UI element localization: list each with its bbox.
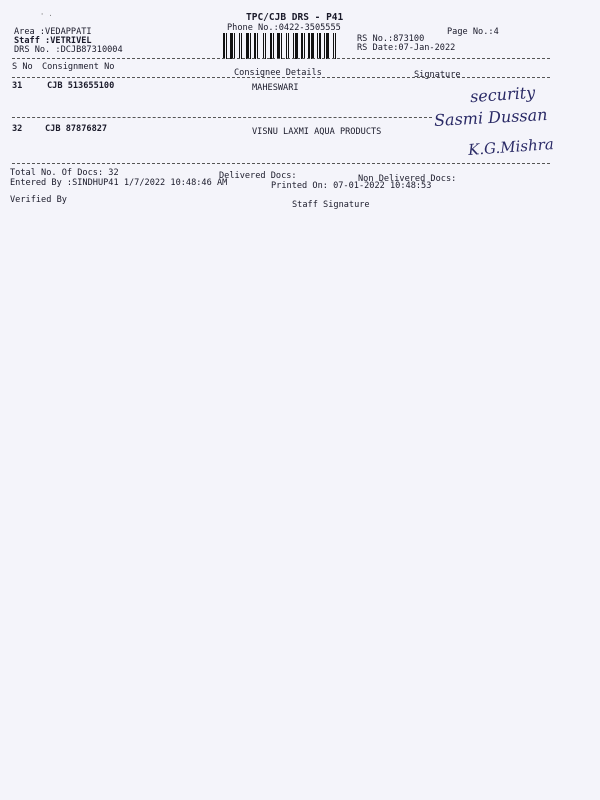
barcode-bar bbox=[286, 33, 287, 59]
barcode-bar bbox=[317, 33, 318, 59]
column-s-no: S No bbox=[12, 62, 33, 72]
barcode-bar bbox=[241, 33, 242, 59]
row-32-consignment: CJB 87876827 bbox=[45, 124, 108, 134]
scan-speck: ' · bbox=[40, 12, 53, 20]
barcode-bar bbox=[319, 33, 321, 59]
barcode-bar bbox=[330, 33, 332, 59]
barcode-bar bbox=[311, 33, 314, 59]
barcode-bar bbox=[295, 33, 298, 59]
barcode-bar bbox=[275, 33, 276, 59]
extra-signature: K.G.Mishra bbox=[467, 135, 555, 159]
column-consignment-no: Consignment No bbox=[42, 62, 115, 72]
divider-header bbox=[12, 77, 550, 78]
barcode-bar bbox=[283, 33, 285, 59]
row-32-signature: Sasmi Dussan bbox=[433, 105, 548, 130]
barcode-bar bbox=[288, 33, 289, 59]
barcode-bar bbox=[236, 33, 238, 59]
column-signature: Signature bbox=[414, 70, 461, 80]
barcode-bar bbox=[252, 33, 253, 59]
staff-label: Staff :VETRIVEL bbox=[14, 36, 92, 46]
barcode-bar bbox=[228, 33, 229, 59]
barcode-bar bbox=[250, 33, 251, 59]
barcode-bar bbox=[301, 33, 303, 59]
row-32-consignee: VISNU LAXMI AQUA PRODUCTS bbox=[252, 127, 382, 137]
total-docs: Total No. Of Docs: 32 bbox=[10, 168, 119, 178]
barcode-bar bbox=[306, 33, 307, 59]
barcode-bar bbox=[322, 33, 323, 59]
row-31-consignment: CJB 513655100 bbox=[47, 81, 115, 91]
barcode-bar bbox=[263, 33, 264, 59]
divider-bottom bbox=[12, 163, 550, 164]
barcode-bar bbox=[273, 33, 274, 59]
divider-row-31 bbox=[12, 117, 432, 118]
row-31-signature: security bbox=[469, 82, 536, 107]
barcode-bar bbox=[308, 33, 310, 59]
staff-signature: Staff Signature bbox=[292, 200, 370, 210]
entered-by: Entered By :SINDHUP41 1/7/2022 10:48:46 AM bbox=[10, 178, 228, 188]
row-32-s-no: 32 bbox=[12, 124, 23, 134]
drs-number: DRS No. :DCJB87310004 bbox=[14, 45, 123, 55]
row-31-s-no: 31 bbox=[12, 81, 23, 91]
barcode-bar bbox=[326, 33, 329, 59]
barcode-bar bbox=[293, 33, 294, 59]
barcode-bar bbox=[243, 33, 245, 59]
barcode-bar bbox=[246, 33, 249, 59]
rs-number: RS No.:873100 bbox=[357, 34, 425, 44]
column-consignee-details: Consignee Details bbox=[234, 68, 322, 78]
barcode-bar bbox=[254, 33, 256, 59]
barcode-bar bbox=[226, 33, 227, 59]
row-31-consignee: MAHESWARI bbox=[252, 83, 299, 93]
rs-date: RS Date:07-Jan-2022 bbox=[357, 43, 456, 53]
divider-top bbox=[12, 58, 550, 59]
barcode bbox=[223, 33, 345, 59]
phone-number: Phone No.:0422-3505555 bbox=[227, 23, 341, 33]
printed-on: Printed On: 07-01-2022 10:48:53 bbox=[271, 181, 432, 191]
barcode-bar bbox=[277, 33, 280, 59]
barcode-bar bbox=[304, 33, 305, 59]
barcode-bar bbox=[333, 33, 334, 59]
barcode-bar bbox=[315, 33, 316, 59]
barcode-bar bbox=[265, 33, 266, 59]
barcode-bar bbox=[299, 33, 300, 59]
non-delivered-docs: Non Delivered Docs: bbox=[358, 174, 457, 184]
area-label: Area :VEDAPPATI bbox=[14, 27, 92, 37]
barcode-bar bbox=[234, 33, 235, 59]
verified-by: Verified By bbox=[10, 195, 67, 205]
barcode-bar bbox=[337, 33, 339, 59]
delivered-docs: Delivered Docs: bbox=[219, 171, 297, 181]
barcode-bar bbox=[257, 33, 258, 59]
barcode-bar bbox=[259, 33, 262, 59]
barcode-bar bbox=[290, 33, 292, 59]
barcode-bar bbox=[239, 33, 240, 59]
barcode-bar bbox=[267, 33, 269, 59]
barcode-bar bbox=[281, 33, 282, 59]
barcode-bar bbox=[230, 33, 233, 59]
barcode-bar bbox=[270, 33, 272, 59]
document-title: TPC/CJB DRS - P41 bbox=[246, 12, 344, 23]
barcode-bar bbox=[324, 33, 325, 59]
barcode-bar bbox=[223, 33, 225, 59]
page-number: Page No.:4 bbox=[447, 27, 499, 37]
barcode-bar bbox=[335, 33, 336, 59]
